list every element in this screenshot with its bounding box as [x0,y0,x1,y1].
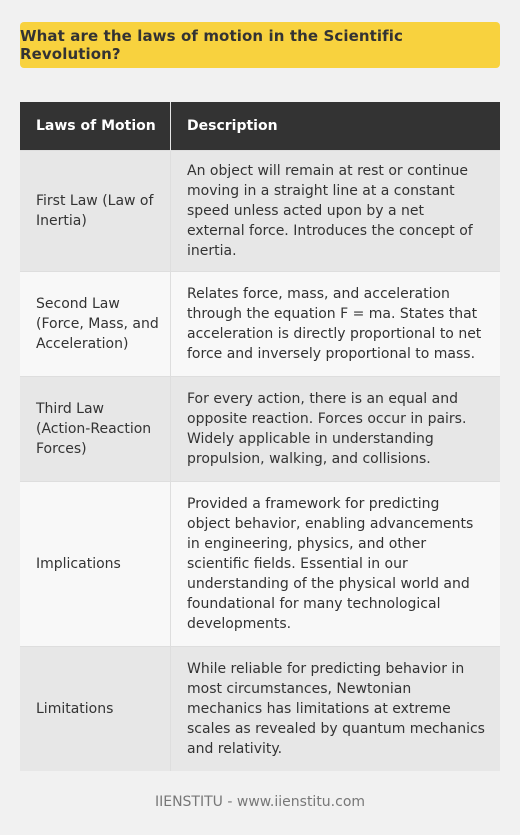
law-description-cell: While reliable for predicting behavior in most circumstances, Newtonian mechanics has limitations at extreme scales as revealed by quantum mechanics and relativity. [171,647,501,772]
law-description-cell: Provided a framework for predicting object behavior, enabling advancements in engineering, physics, and other scientific fields. Essential in our understanding of the physical world and foundational for many technological developments. [171,482,501,647]
table-row [20,377,500,482]
footer-credit: IIENSTITU - www.iienstitu.com [154,794,366,810]
law-name-cell: Third Law (Action-Reaction Forces) [20,377,171,482]
law-description-cell: Relates force, mass, and acceleration through the equation F = ma. States that acceleration is directly proportional to net force and inversely proportional to mass. [171,272,501,377]
law-name-cell: First Law (Law of Inertia) [20,151,171,272]
law-name-cell: Second Law (Force, Mass, and Acceleration) [20,272,171,377]
law-description-cell: An object will remain at rest or continue moving in a straight line at a constant speed unless acted upon by a net external force. Introduces the concept of inertia. [171,151,501,272]
law-name-cell: Limitations [20,647,171,772]
table-row [20,151,500,272]
page-title: What are the laws of motion in the Scientific Revolution? [20,27,404,63]
law-name-cell: Implications [20,482,171,647]
title-banner [20,22,500,68]
table-row [20,647,500,772]
table-header-row [20,102,500,151]
table-row [20,272,500,377]
column-header-description: Description [171,102,501,151]
table-row [20,482,500,647]
column-header-laws: Laws of Motion [20,102,171,151]
laws-table [20,102,500,771]
law-description-cell: For every action, there is an equal and opposite reaction. Forces occur in pairs. Widely applicable in understanding propulsion, walking, and collisions. [171,377,501,482]
